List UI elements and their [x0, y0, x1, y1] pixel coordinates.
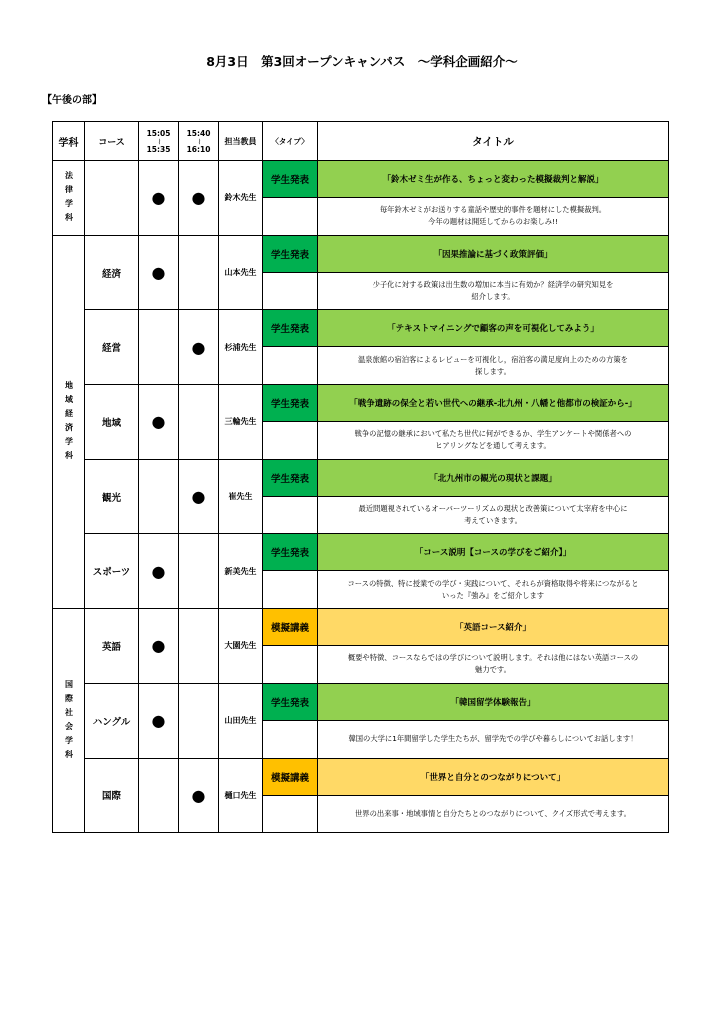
teacher-name: 樋口先生	[219, 758, 263, 833]
slot2-cell	[179, 385, 219, 460]
course-name: スポーツ	[85, 534, 139, 609]
program-title: 「テキストマイニングで顧客の声を可視化してみよう」	[318, 310, 669, 347]
slot1-cell	[139, 235, 179, 310]
type-blank-cell	[263, 422, 318, 460]
slot1-mark: ●	[151, 636, 166, 656]
slot2-mark: ●	[191, 487, 206, 507]
type-badge: 学生発表	[263, 385, 318, 422]
description-line: 概要や特徴、コースならではの学びについて説明します。それは他にはない英語コースの	[347, 653, 639, 663]
course-row-korean	[53, 683, 669, 720]
slot2-cell	[179, 609, 219, 684]
type-blank-cell	[263, 720, 318, 758]
teacher-name: 山本先生	[219, 235, 263, 310]
description-line: 最近問題視されているオーバーツーリズムの現状と改善策について太宰府を中心に	[358, 504, 628, 514]
description-line: ヒアリングなどを通して考えます。	[435, 441, 551, 451]
session-label: 【午後の部】	[42, 95, 102, 106]
program-title: 「鈴木ゼミ生が作る、ちょっと変わった模擬裁判と解説」	[318, 161, 669, 198]
program-description	[318, 496, 669, 534]
program-title: 「世界と自分とのつながりについて」	[318, 758, 669, 795]
teacher-name: 山田先生	[219, 683, 263, 758]
slot2-cell	[179, 235, 219, 310]
description-line: コースの特徴、特に授業での学び・実践について、それらが資格取得や将来につながると	[347, 578, 639, 588]
description-line: 少子化に対する政策は出生数の増加に本当に有効か？経済学の研究知見を	[372, 280, 614, 290]
type-blank-cell	[263, 571, 318, 609]
course-name: 地域	[85, 385, 139, 460]
department-name: 国際社会学科	[64, 679, 74, 764]
type-badge: 学生発表	[263, 459, 318, 496]
header-slot1	[139, 122, 179, 161]
teacher-name: 新美先生	[219, 534, 263, 609]
slot2-end: 16:10	[186, 144, 211, 154]
slot1-start: 15:05	[146, 128, 171, 138]
slot1-cell	[139, 609, 179, 684]
description-line: 考えていきます。	[464, 516, 522, 526]
program-description	[318, 720, 669, 758]
department-cell-international-society	[53, 609, 85, 833]
slot1-mark: ●	[151, 188, 166, 208]
program-title: 「戦争遺跡の保全と若い世代への継承-北九州・八幡と他都市の検証から-」	[318, 385, 669, 422]
type-badge: 学生発表	[263, 161, 318, 198]
table-header-row	[53, 122, 669, 161]
type-blank-cell	[263, 347, 318, 385]
program-description	[318, 571, 669, 609]
slot2-mark: ●	[191, 337, 206, 357]
header-department: 学科	[53, 122, 85, 161]
slot1-end: 15:35	[146, 144, 171, 154]
description-line: 今年の題材は開廷してからのお楽しみ!!	[428, 217, 558, 227]
slot1-separator: ～	[155, 137, 162, 144]
slot2-mark: ●	[191, 785, 206, 805]
type-blank-cell	[263, 496, 318, 534]
slot2-mark: ●	[191, 188, 206, 208]
slot2-cell	[179, 459, 219, 534]
type-badge: 学生発表	[263, 235, 318, 272]
slot1-cell	[139, 385, 179, 460]
header-teacher: 担当教員	[219, 122, 263, 161]
course-name: 国際	[85, 758, 139, 833]
description-line: 紹介します。	[471, 292, 515, 302]
course-row-economics	[53, 235, 669, 272]
slot2-cell	[179, 758, 219, 833]
type-badge: 学生発表	[263, 310, 318, 347]
course-name: ハングル	[85, 683, 139, 758]
slot1-mark: ●	[151, 711, 166, 731]
department-name: 法律学科	[64, 170, 74, 227]
course-row-regional	[53, 385, 669, 422]
slot2-cell	[179, 161, 219, 236]
program-description	[318, 272, 669, 310]
department-cell-regional-economics	[53, 235, 85, 608]
header-type: 〈タイプ〉	[263, 122, 318, 161]
program-title: 「コース説明【コースの学びをご紹介】」	[318, 534, 669, 571]
course-row-english	[53, 609, 669, 646]
program-description	[318, 795, 669, 833]
program-title: 「韓国留学体験報告」	[318, 683, 669, 720]
description-line: 魅力です。	[475, 665, 511, 675]
course-row-management	[53, 310, 669, 347]
type-badge: 学生発表	[263, 683, 318, 720]
page-title: 8月3日 第3回オープンキャンパス ～学科企画紹介～	[206, 54, 518, 69]
description-line: 温泉旅館の宿泊客によるレビューを可視化し，宿泊客の満足度向上のための方策を	[358, 354, 628, 364]
slot1-mark: ●	[151, 561, 166, 581]
course-row-law	[53, 161, 669, 198]
teacher-name: 杉浦先生	[219, 310, 263, 385]
slot1-mark: ●	[151, 412, 166, 432]
slot1-cell	[139, 758, 179, 833]
teacher-name: 大園先生	[219, 609, 263, 684]
type-blank-cell	[263, 198, 318, 236]
type-blank-cell	[263, 646, 318, 684]
slot2-cell	[179, 534, 219, 609]
teacher-name: 三輪先生	[219, 385, 263, 460]
type-badge: 模擬講義	[263, 609, 318, 646]
slot2-cell	[179, 683, 219, 758]
description-line: 韓国の大学に1年間留学した学生たちが、留学先での学びや暮らしについてお話します！	[348, 734, 638, 744]
program-description	[318, 422, 669, 460]
course-name: 英語	[85, 609, 139, 684]
teacher-name: 崔先生	[219, 459, 263, 534]
type-blank-cell	[263, 272, 318, 310]
slot1-mark: ●	[151, 263, 166, 283]
type-badge: 模擬講義	[263, 758, 318, 795]
course-name	[85, 161, 139, 236]
department-name: 地域経済学科	[64, 380, 74, 465]
program-title: 「英語コース紹介」	[318, 609, 669, 646]
description-line: いった『強み』をご紹介します	[441, 590, 545, 600]
program-description	[318, 347, 669, 385]
slot2-separator: ～	[195, 137, 202, 144]
slot2-cell	[179, 310, 219, 385]
course-row-tourism	[53, 459, 669, 496]
slot1-cell	[139, 534, 179, 609]
slot1-cell	[139, 161, 179, 236]
program-title: 「因果推論に基づく政策評価」	[318, 235, 669, 272]
slot1-cell	[139, 459, 179, 534]
course-name: 経営	[85, 310, 139, 385]
schedule-table	[52, 121, 669, 833]
description-line: 世界の出来事・地域事情と自分たちとのつながりについて、クイズ形式で考えます。	[355, 808, 631, 818]
program-description	[318, 198, 669, 236]
type-badge: 学生発表	[263, 534, 318, 571]
slot1-cell	[139, 683, 179, 758]
slot2-start: 15:40	[186, 128, 211, 138]
course-name: 経済	[85, 235, 139, 310]
program-description	[318, 646, 669, 684]
course-name: 観光	[85, 459, 139, 534]
description-line: 毎年鈴木ゼミがお送りする童話や歴史的事件を題材にした模擬裁判。	[379, 205, 607, 215]
course-row-international	[53, 758, 669, 795]
slot1-cell	[139, 310, 179, 385]
description-line: 戦争の記憶の継承において私たち世代に何ができるか、学生アンケートや関係者への	[354, 429, 632, 439]
program-title: 「北九州市の観光の現状と課題」	[318, 459, 669, 496]
header-slot2	[179, 122, 219, 161]
teacher-name: 鈴木先生	[219, 161, 263, 236]
course-row-sports	[53, 534, 669, 571]
type-blank-cell	[263, 795, 318, 833]
description-line: 探します。	[475, 366, 511, 376]
header-title: タイトル	[318, 122, 669, 161]
header-course: コース	[85, 122, 139, 161]
department-cell-law	[53, 161, 85, 236]
